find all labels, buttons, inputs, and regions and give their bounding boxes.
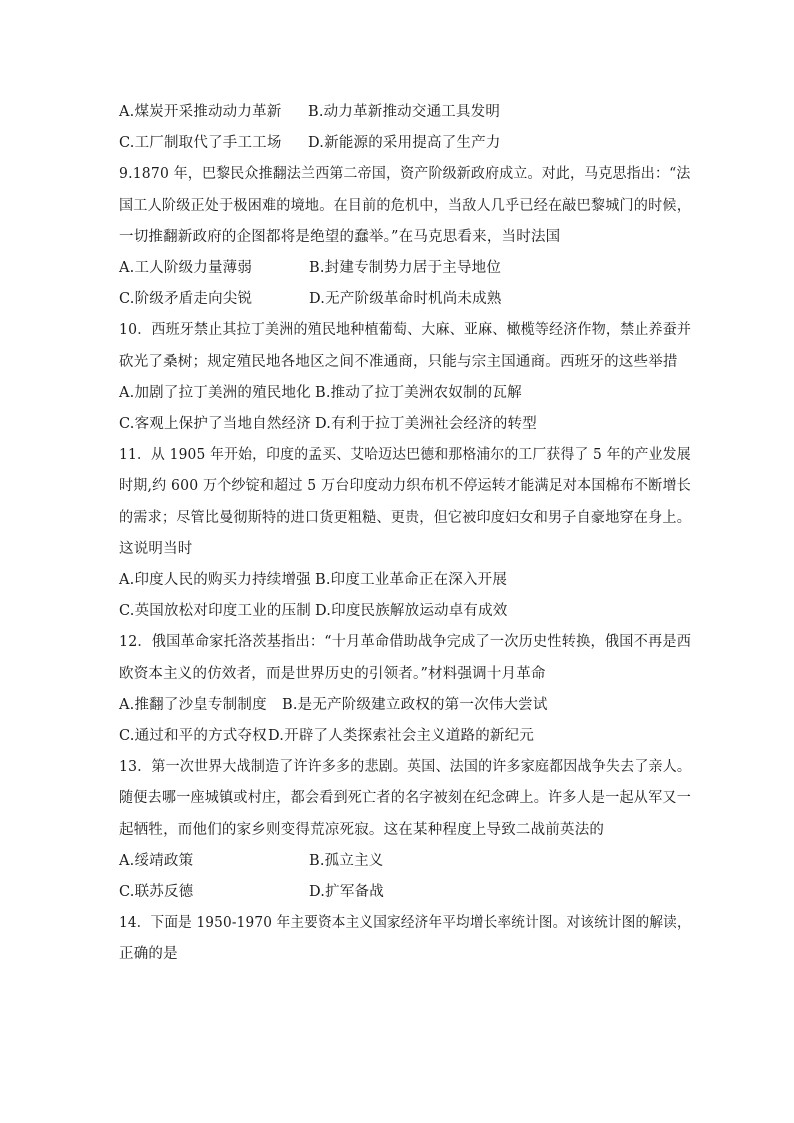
q11-options-row-1 [119, 570, 689, 590]
q13-stem-line: 13．第一次世界大战制造了许许多多的悲剧。英国、法国的许多家庭都因战争失去了亲人。 [119, 759, 692, 775]
q8-option-c: C.工厂制取代了手工工场 [119, 135, 282, 151]
q13-stem-line: 起牺牲，而他们的家乡则变得荒凉死寂。这在某种程度上导致二战前英法的 [119, 822, 605, 838]
q9-option-c: C.阶级矛盾走向尖锐 [119, 291, 253, 307]
q13-option-c: C.联苏反德 [119, 884, 194, 900]
q13-option-b: B.孤立主义 [309, 853, 384, 869]
q10-option-b: B.推动了拉丁美洲农奴制的瓦解 [315, 385, 522, 401]
q12-option-c: C.通过和平的方式夺权 [119, 728, 267, 744]
q9-option-a: A.工人阶级力量薄弱 [119, 260, 253, 276]
q13-option-a: A.绥靖政策 [119, 853, 194, 869]
q11-stem-line: 时期,约 600 万个纱锭和超过 5 万台印度动力织布机不停运转才能满足对本国棉布不断增长 [119, 478, 691, 494]
q11-option-d: D.印度民族解放运动卓有成效 [315, 603, 508, 619]
q8-options-row-1 [119, 102, 689, 122]
q13-option-d: D.扩军备战 [309, 884, 384, 900]
q9-stem-line: 9.1870 年，巴黎民众推翻法兰西第二帝国，资产阶级新政府成立。对此，马克思指出：“法 [119, 166, 691, 182]
q11-option-a: A.印度人民的购买力持续增强 [119, 572, 311, 588]
q10-option-a: A.加剧了拉丁美洲的殖民地化 [119, 385, 311, 401]
q13-stem-line: 随便去哪一座城镇或村庄，都会看到死亡者的名字被刻在纪念碑上。许多人是一起从军又一 [119, 790, 692, 806]
q13-options-row-2 [119, 882, 689, 902]
q10-option-c: C.客观上保护了当地自然经济 [119, 416, 311, 432]
q14-stem-line: 正确的是 [119, 946, 178, 962]
q8-option-a: A.煤炭开采推动动力革新 [119, 104, 282, 120]
q12-option-d: D.开辟了人类探索社会主义道路的新纪元 [268, 728, 535, 744]
q9-stem-line: 一切推翻新政府的企图都将是绝望的蠢举。”在马克思看来，当时法国 [119, 229, 561, 245]
q10-options-row-2 [119, 414, 689, 434]
q11-options-row-2 [119, 601, 689, 621]
q12-options-row-2 [119, 726, 689, 746]
q12-option-a: A.推翻了沙皇专制制度 [119, 697, 267, 713]
q12-stem-line: 欧资本主义的仿效者，而是世界历史的引领者。”材料强调十月革命 [119, 666, 546, 682]
q14-stem-line: 14．下面是 1950-1970 年主要资本主义国家经济年平均增长率统计图。对该统计图的解读， [119, 915, 691, 931]
q10-option-d: D.有利于拉丁美洲社会经济的转型 [315, 416, 537, 432]
q10-stem-line: 10．西班牙禁止其拉丁美洲的殖民地种植葡萄、大麻、亚麻、橄榄等经济作物，禁止养蚕并 [119, 322, 692, 338]
q9-option-d: D.无产阶级革命时机尚未成熟 [309, 291, 502, 307]
q9-options-row-2 [119, 289, 689, 309]
q10-options-row-1 [119, 383, 689, 403]
q11-option-c: C.英国放松对印度工业的压制 [119, 603, 311, 619]
q13-options-row-1 [119, 851, 689, 871]
q11-stem-line: 11．从 1905 年开始，印度的孟买、艾哈迈达巴德和那格浦尔的工厂获得了 5 年的产业发展 [119, 447, 691, 463]
q11-stem-line: 的需求；尽管比曼彻斯特的进口货更粗糙、更贵，但它被印度妇女和男子自豪地穿在身上。 [119, 510, 692, 526]
q9-options-row-1 [119, 258, 689, 278]
q9-option-b: B.封建专制势力居于主导地位 [309, 260, 502, 276]
q8-option-d: D.新能源的采用提高了生产力 [308, 135, 501, 151]
q12-options-row-1 [119, 695, 689, 715]
q9-stem-line: 国工人阶级正处于极困难的境地。在目前的危机中，当敌人几乎已经在敲巴黎城门的时候， [119, 198, 692, 214]
q10-stem-line: 砍光了桑树；规定殖民地各地区之间不准通商，只能与宗主国通商。西班牙的这些举措 [119, 354, 678, 370]
q12-stem-line: 12．俄国革命家托洛茨基指出：“十月革命借助战争完成了一次历史性转换，俄国不再是西 [119, 634, 692, 650]
q11-option-b: B.印度工业革命正在深入开展 [315, 572, 508, 588]
q12-option-b: B.是无产阶级建立政权的第一次伟大尝试 [282, 697, 548, 713]
q8-option-b: B.动力革新推动交通工具发明 [308, 104, 501, 120]
q8-options-row-2 [119, 133, 689, 153]
q11-stem-line: 这说明当时 [119, 541, 193, 557]
